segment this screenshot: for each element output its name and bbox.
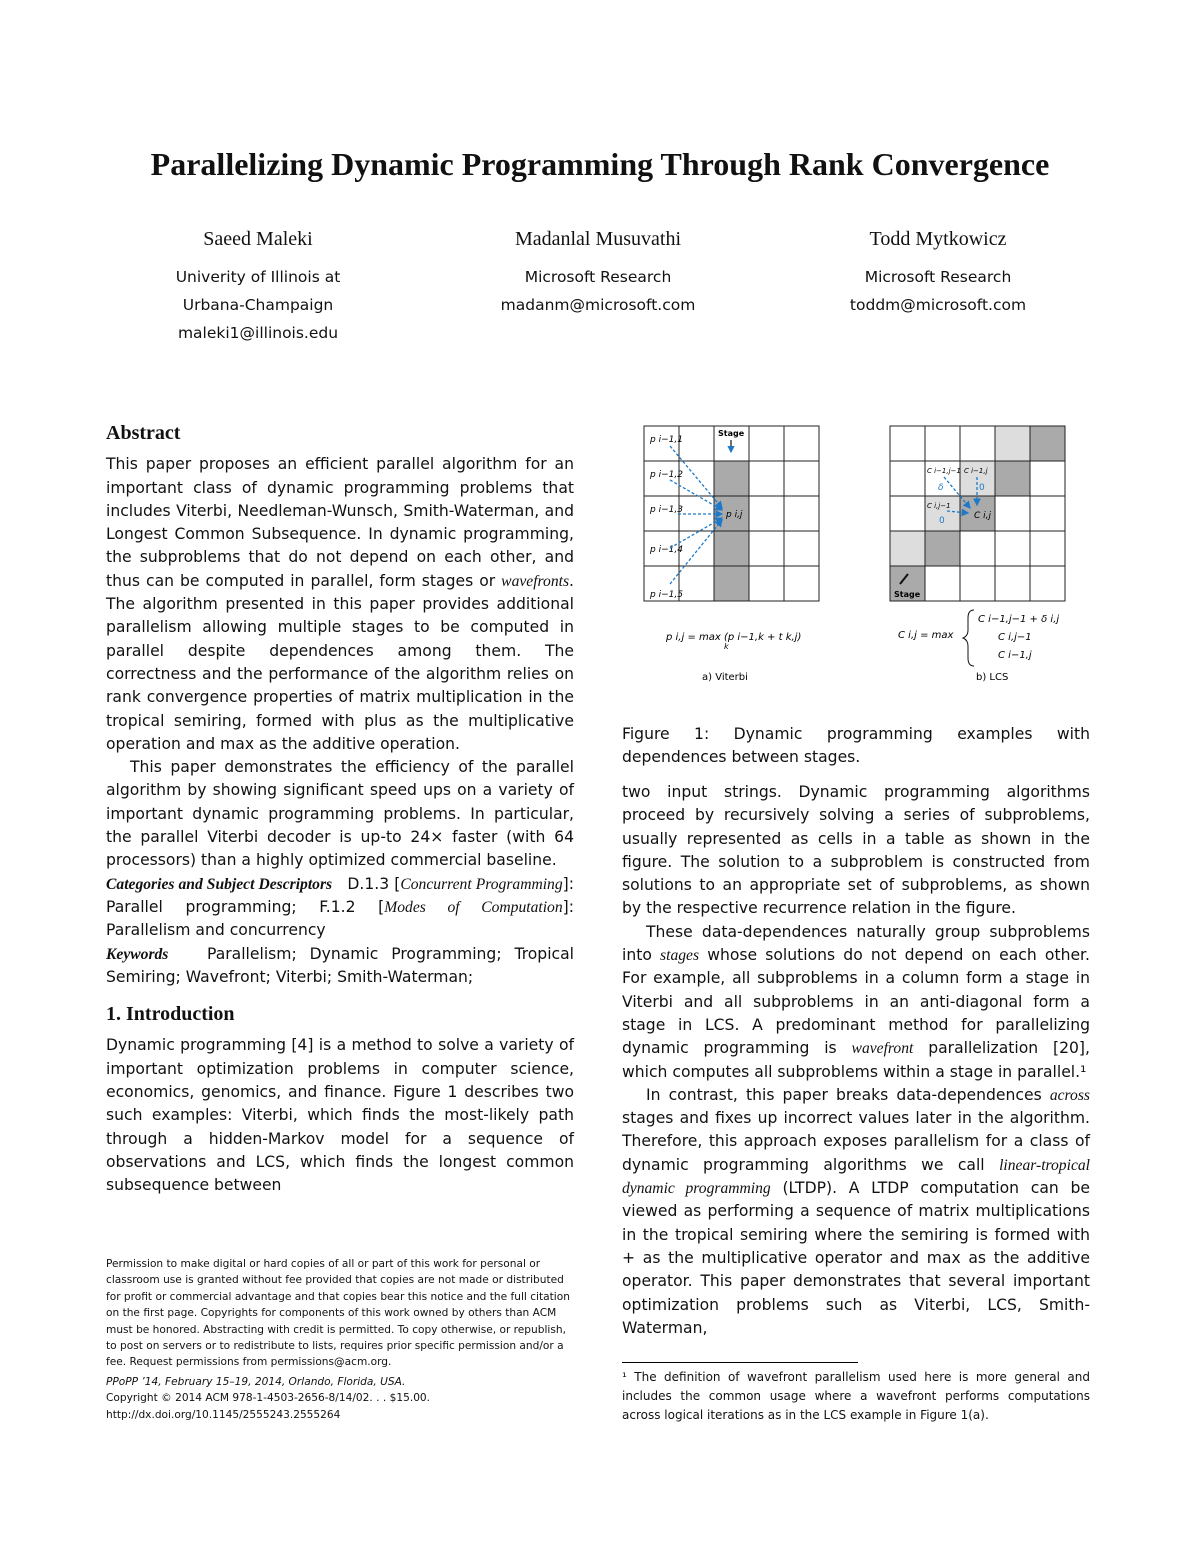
lcs-zero-label: 0 [939, 516, 945, 526]
body-paragraph [622, 921, 1090, 1084]
lcs-case: C i−1,j [998, 650, 1032, 661]
viterbi-cell-label: p i−1,5 [650, 590, 683, 600]
figure-1 [622, 420, 1092, 704]
left-column [106, 422, 574, 1198]
author-affiliation: Microsoft Research [864, 268, 1012, 286]
lcs-case: C i,j−1 [998, 632, 1032, 643]
permission-line: fee. Request permissions from permissions@acm.org. [106, 1356, 392, 1369]
lcs-zero-label: 0 [979, 483, 985, 493]
permission-line: Permission to make digital or hard copies of all or part of this work for personal or [106, 1258, 541, 1270]
figure-caption: Figure 1: Dynamic programming examples with dependences between stages. [622, 725, 1090, 766]
categories-emphasis: Concurrent Programming [400, 875, 563, 893]
categories-text: D.1.3 [ [347, 874, 401, 893]
doi-line: http://dx.doi.org/10.1145/2555243.2555264 [106, 1408, 341, 1421]
author-name: Saeed Maleki [203, 228, 313, 250]
keywords-label: Keywords [106, 945, 169, 963]
conference-line: PPoPP ’14, February 15–19, 2014, Orlando, Florida, USA. [106, 1375, 406, 1388]
permission-line: for profit or commercial advantage and that copies bear this notice and the full citation [106, 1290, 570, 1303]
author-email: maleki1@illinois.edu [177, 324, 339, 342]
brace-icon [963, 610, 974, 666]
categories-label: Categories and Subject Descriptors [106, 875, 333, 893]
permission-line: to post on servers or to redistribute to lists, requires prior specific permission and/or a [106, 1340, 564, 1353]
copyright-line: Copyright © 2014 ACM 978-1-4503-2656-8/14/02. . . $15.00. [106, 1392, 431, 1405]
body-text: In contrast, this paper breaks data-dependences [646, 1085, 1042, 1104]
stage-label: Stage [894, 590, 921, 599]
body-emphasis: wavefront [851, 1040, 914, 1058]
footnote: ¹ The definition of wavefront parallelism used here is more general and includes the common usage where a wavefront performs computations across logical iterations as in the LCS example in Figure 1(a). [622, 1370, 1090, 1422]
body-text: stages and fixes up incorrect values later in the algorithm. Therefore, this approach exposes parallelism for a class of dynamic programming algorithms we call [622, 1109, 1090, 1174]
figure-1-graphic [622, 420, 1092, 700]
section-heading-introduction: 1. Introduction [106, 1003, 235, 1026]
author-3 [778, 228, 1098, 319]
stage-label: Stage [718, 429, 745, 438]
categories-text: ]: Parallel programming; F.1.2 [ [106, 874, 574, 916]
viterbi-cell-label: p i−1,1 [650, 435, 683, 445]
right-column [622, 781, 1090, 1340]
categories-emphasis: Modes of Computation [384, 898, 563, 916]
body-paragraph: two input strings. Dynamic programming algorithms proceed by recursively solving a series of subproblems, usually represented as cells in a table as shown in the figure. The solution to a subproblem is constructed from solutions to an appropriate set of subproblems, as shown by the respective recurrence relation in the figure. [622, 783, 1090, 918]
viterbi-target-label: p i,j [726, 510, 743, 520]
lcs-cell-label: C i−1,j−1 [927, 467, 961, 475]
author-affiliation: Microsoft Research [524, 268, 672, 286]
footnote-rule [622, 1362, 858, 1363]
lcs-cell-label: C i,j−1 [927, 502, 951, 510]
paper-title: Parallelizing Dynamic Programming Through Rank Convergence [150, 146, 1050, 182]
viterbi-recurrence: p i,j = max (p i−1,k + t k,j) [666, 632, 802, 643]
permission-line: on the first page. Copyrights for components of this work owned by others than ACM [106, 1307, 557, 1320]
author-affiliation: Univerity of Illinois at [175, 268, 341, 286]
permission-line: must be honored. Abstracting with credit is permitted. To copy otherwise, or republish, [106, 1323, 566, 1336]
viterbi-cell-label: p i−1,4 [650, 545, 683, 555]
author-1 [98, 228, 418, 347]
body-text: These data-dependences naturally group subproblems into [622, 922, 1090, 965]
body-text: (LTDP). A LTDP computation can be viewed as performing a sequence of matrix multiplications in the tropical semiring where the semiring is formed with + as the multiplicative operator and max as the additive operator. This paper demonstrates that several important optimization problems such as Viterbi, LCS, Smith-Waterman, [622, 1179, 1090, 1337]
body-text: parallelization [20], which computes all subproblems within a stage in parallel.¹ [622, 1039, 1090, 1081]
body-paragraph [622, 1084, 1090, 1340]
categories [106, 873, 574, 943]
body-emphasis: stages [660, 947, 700, 965]
author-name: Todd Mytkowicz [869, 228, 1007, 250]
viterbi-recurrence-subscript: k [724, 642, 729, 651]
lcs-case: C i−1,j−1 + δ i,j [978, 614, 1060, 625]
author-affiliation: Urbana-Champaign [182, 296, 334, 314]
author-name: Madanlal Musuvathi [514, 228, 682, 250]
author-email: toddm@microsoft.com [849, 296, 1027, 314]
author-email: madanm@microsoft.com [500, 296, 696, 314]
body-emphasis: across [1049, 1086, 1090, 1104]
lcs-cell-label: C i−1,j [964, 467, 988, 475]
abstract-paragraph-2: This paper demonstrates the efficiency of the parallel algorithm by showing significant speed ups on a variety of important dynamic programming problems. In particular, the parallel Viterbi decoder is up-to 24× faster (with 64 processors) than a highly optimized commercial baseline. [106, 758, 574, 870]
lcs-recurrence-lhs: C i,j = max [898, 630, 954, 641]
figure-label-b: b) LCS [976, 672, 1009, 683]
keywords [106, 943, 574, 990]
viterbi-cell-label: p i−1,3 [650, 505, 683, 515]
author-2 [438, 228, 758, 319]
abstract-text: . The algorithm presented in this paper provides additional parallelism allowing multiple stages to be computed in parallel despite dependences among them. The correctness and the performance of the algorithm relies on rank convergence properties of matrix multiplication in the tropical semiring, formed with plus as the multiplicative operation and max as the additive operation. [106, 571, 574, 753]
abstract-emphasis: wavefronts [501, 572, 570, 590]
permission-notice [106, 1256, 576, 1423]
body-emphasis: linear-tropical dynamic programming [622, 1156, 1090, 1198]
figure-label-a: a) Viterbi [702, 672, 748, 683]
viterbi-cell-label: p i−1,2 [650, 470, 683, 480]
body-text: whose solutions do not depend on each other. For example, all subproblems in a column form a stage in Viterbi and all subproblems in an anti-diagonal form a stage in LCS. A predominant method for parallelizing dynamic programming is [622, 946, 1090, 1058]
abstract-text: This paper proposes an efficient parallel algorithm for an important class of dynamic programming problems that includes Viterbi, Needleman-Wunsch, Smith-Waterman, and Longest Common Subsequence. In dynamic programming, the subproblems that do not depend on each other, and thus can be computed in parallel, form stages or [106, 455, 574, 590]
intro-paragraph-1: Dynamic programming [4] is a method to solve a variety of important optimization problems in computer science, economics, genomics, and finance. Figure 1 describes two such examples: Viterbi, which finds the most-likely path through a hidden-Markov model for a sequence of observations and LCS, which finds the longest common subsequence between [106, 1036, 574, 1195]
permission-line: classroom use is granted without fee provided that copies are not made or distributed [106, 1274, 564, 1287]
lcs-delta-label: δ [938, 483, 944, 493]
abstract-paragraph-1 [106, 453, 574, 756]
lcs-target-label: C i,j [974, 511, 992, 521]
keywords-text: Parallelism; Dynamic Programming; Tropical Semiring; Wavefront; Viterbi; Smith-Waterman; [106, 944, 574, 986]
categories-text: ]: Parallelism and concurrency [106, 897, 574, 940]
abstract-heading: Abstract [106, 422, 181, 444]
